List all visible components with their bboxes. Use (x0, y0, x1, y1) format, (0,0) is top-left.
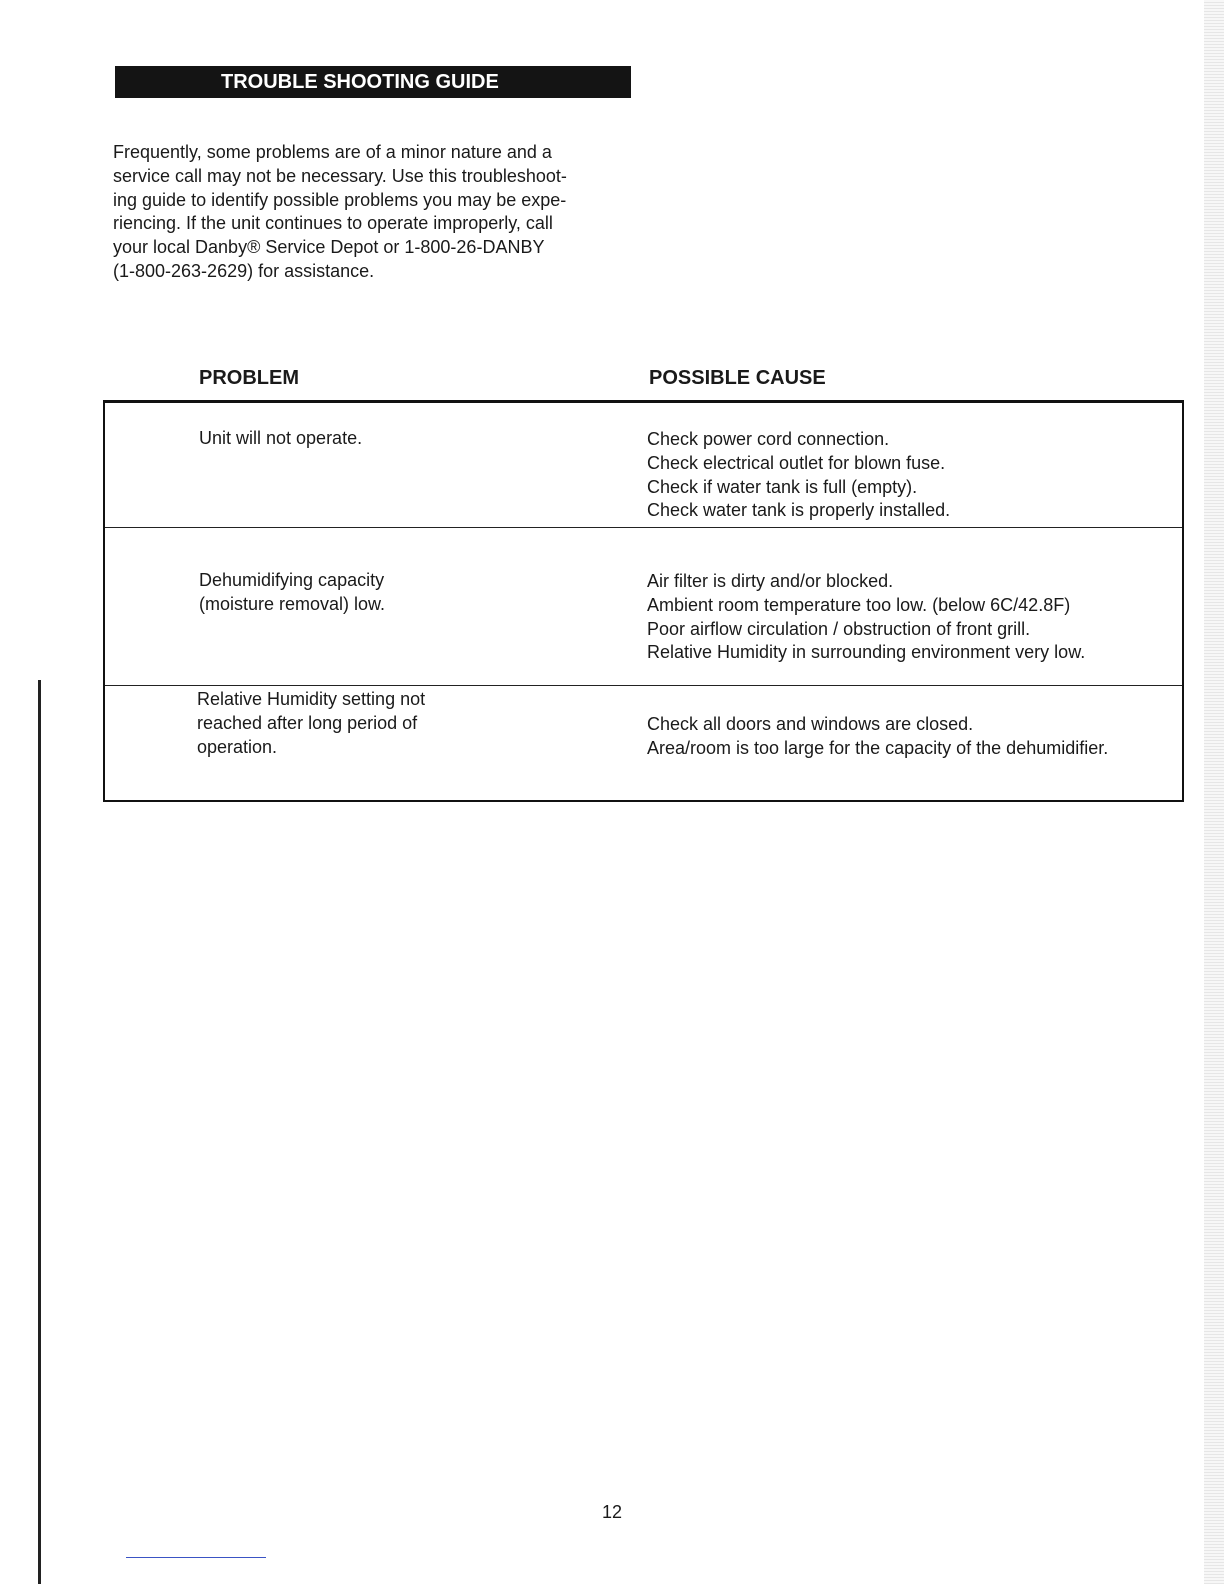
intro-line: your local Danby® Service Depot or 1-800-26-DANBY (113, 237, 545, 258)
cause-cell (647, 428, 950, 523)
cause-text: Ambient room temperature too low. (below 6C/42.8F) (647, 594, 1071, 615)
cause-text: Poor airflow circulation / obstruction of front grill. (647, 618, 1031, 639)
cause-text: Relative Humidity in surrounding environment very low. (647, 642, 1086, 663)
intro-line: (1-800-263-2629) for assistance. (113, 260, 375, 281)
cause-cell (647, 570, 1085, 665)
problem-column-header: PROBLEM (199, 367, 299, 389)
cause-text: Check all doors and windows are closed. (647, 714, 974, 734)
page-number: 12 (601, 1502, 623, 1522)
problem-cell (199, 427, 362, 451)
page-title: TROUBLE SHOOTING GUIDE (115, 66, 631, 98)
troubleshooting-table (103, 400, 1184, 802)
cause-text: Check water tank is properly installed. (647, 500, 951, 521)
problem-text: (moisture removal) low. (199, 593, 386, 614)
cause-cell (647, 713, 1108, 761)
problem-text: operation. (197, 736, 278, 757)
cause-text: Check power cord connection. (647, 429, 890, 449)
cause-text: Area/room is too large for the capacity of the dehumidifier. (647, 737, 1109, 758)
intro-line: riencing. If the unit continues to operate improperly, call (113, 213, 553, 234)
cause-text: Check electrical outlet for blown fuse. (647, 452, 946, 473)
problem-text: Relative Humidity setting not (197, 689, 426, 709)
intro-paragraph (113, 141, 633, 284)
scan-edge (1204, 0, 1224, 1584)
row-divider (105, 685, 1182, 686)
cause-text: Check if water tank is full (empty). (647, 476, 918, 497)
intro-line: service call may not be necessary. Use this troubleshoot- (113, 165, 567, 186)
cause-column-header: POSSIBLE CAUSE (649, 367, 826, 389)
intro-line: Frequently, some problems are of a minor nature and a (113, 142, 552, 162)
left-margin-rule (38, 680, 41, 1584)
cause-text: Air filter is dirty and/or blocked. (647, 571, 894, 591)
problem-text: Dehumidifying capacity (199, 570, 385, 590)
problem-cell (199, 569, 385, 617)
problem-text: Unit will not operate. (199, 428, 363, 448)
problem-cell (197, 688, 425, 759)
problem-text: reached after long period of (197, 712, 418, 733)
footer-rule (126, 1557, 266, 1558)
row-divider (105, 527, 1182, 528)
intro-line: ing guide to identify possible problems you may be expe- (113, 189, 567, 210)
